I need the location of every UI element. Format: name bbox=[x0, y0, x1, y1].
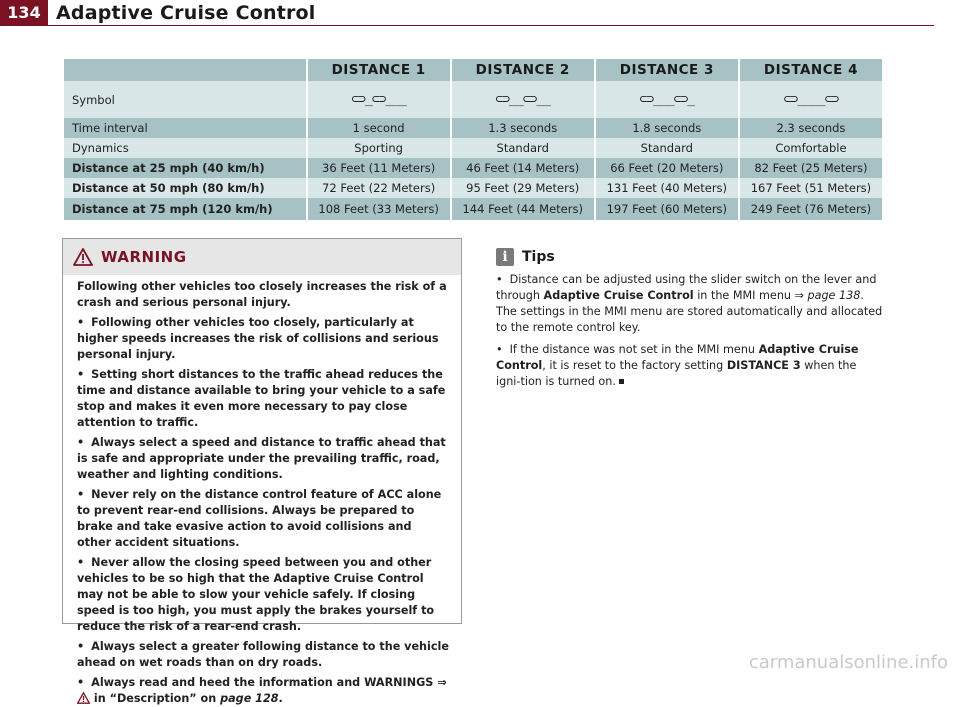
row-label: Dynamics bbox=[64, 138, 306, 158]
car-gap-symbol: ⊂⊃__⊂⊃__ bbox=[495, 92, 551, 107]
warning-text: in “Description” on bbox=[93, 692, 217, 705]
table-corner bbox=[64, 59, 306, 81]
warning-title: WARNING bbox=[101, 248, 187, 266]
header-rule bbox=[48, 25, 934, 26]
table-cell: 46 Feet (14 Meters) bbox=[452, 158, 594, 178]
table-cell: 2.3 seconds bbox=[740, 118, 882, 138]
watermark: carmanualsonline.info bbox=[748, 652, 948, 673]
column-header: DISTANCE 2 bbox=[452, 59, 594, 81]
warning-bullet: • Setting short distances to the traffic ahead reduces the time and distance available to bring your vehicle to a safe stop and makes it even more necessary to pay close attention to traffic. bbox=[77, 367, 449, 431]
page-reference-link[interactable]: page 138 bbox=[807, 289, 861, 302]
table-cell: 1.3 seconds bbox=[452, 118, 594, 138]
tips-header bbox=[496, 242, 884, 272]
table-cell: 1 second bbox=[308, 118, 450, 138]
table-cell: 95 Feet (29 Meters) bbox=[452, 178, 594, 198]
row-label: Distance at 75 mph (120 km/h) bbox=[64, 198, 306, 220]
info-icon: i bbox=[496, 248, 514, 266]
table-cell: Comfortable bbox=[740, 138, 882, 158]
table-cell: Sporting bbox=[308, 138, 450, 158]
distance-symbol bbox=[308, 81, 450, 118]
table-cell: Standard bbox=[452, 138, 594, 158]
table-cell: 72 Feet (22 Meters) bbox=[308, 178, 450, 198]
tips-title: Tips bbox=[522, 249, 555, 265]
table-cell: 1.8 seconds bbox=[596, 118, 738, 138]
tips-body bbox=[496, 272, 884, 390]
tip-text: when the igni-tion is turned on. bbox=[496, 359, 857, 388]
chapter-title: Adaptive Cruise Control bbox=[56, 2, 316, 24]
table-header-row bbox=[64, 59, 882, 81]
tip-item bbox=[496, 342, 884, 390]
table-row bbox=[64, 198, 882, 220]
warning-triangle-icon bbox=[73, 248, 93, 266]
table-row bbox=[64, 158, 882, 178]
warning-bullet: • Always select a greater following distance to the vehicle ahead on wet roads than on dry roads. bbox=[77, 639, 449, 671]
warning-bullet: • Never allow the closing speed between you and other vehicles to be so high that the Adaptive Cruise Control may not be able to slow your vehicle safely. If closing speed is too high, you must apply the brakes yourself to reduce the risk of a rear-end crash. bbox=[77, 555, 449, 635]
distance-symbol bbox=[596, 81, 738, 118]
tip-text: . The settings in the MMI menu are stored automatically and allocated to the remote control key. bbox=[496, 289, 883, 334]
table-cell: 66 Feet (20 Meters) bbox=[596, 158, 738, 178]
tip-emphasis: DISTANCE 3 bbox=[726, 359, 801, 372]
warning-bullet: • Following other vehicles too closely, particularly at higher speeds increases the risk of collisions and serious personal injury. bbox=[77, 315, 449, 363]
warning-bullet: • Never rely on the distance control feature of ACC alone to prevent rear-end collisions. Always be prepared to brake and take evasive action to avoid collisions and other accident situations. bbox=[77, 487, 449, 551]
warning-box bbox=[62, 238, 462, 705]
end-of-section-icon bbox=[619, 379, 624, 384]
warning-header bbox=[63, 239, 461, 275]
warning-bullet: • Always select a speed and distance to traffic ahead that is safe and appropriate under the prevailing traffic, road, weather and lighting conditions. bbox=[77, 435, 449, 483]
car-gap-symbol: ⊂⊃___⊂⊃_ bbox=[639, 92, 695, 107]
table-row bbox=[64, 118, 882, 138]
car-gap-symbol: ⊂⊃____⊂⊃ bbox=[783, 92, 839, 107]
row-label: Symbol bbox=[64, 81, 306, 118]
page-number: 134 bbox=[0, 0, 48, 26]
table-row bbox=[64, 178, 882, 198]
table-cell: 249 Feet (76 Meters) bbox=[740, 198, 882, 220]
car-gap-symbol: ⊂⊃_⊂⊃___ bbox=[351, 92, 406, 107]
table-cell: 197 Feet (60 Meters) bbox=[596, 198, 738, 220]
distance-symbol bbox=[740, 81, 882, 118]
tip-emphasis: Adaptive Cruise Control bbox=[496, 343, 859, 372]
column-header: DISTANCE 3 bbox=[596, 59, 738, 81]
warning-text: Always read and heed the information and WARNINGS bbox=[91, 676, 434, 689]
tips-section bbox=[496, 242, 884, 396]
table-cell: 144 Feet (44 Meters) bbox=[452, 198, 594, 220]
tip-text: Distance can be adjusted using the slider switch on the lever and through bbox=[496, 273, 877, 302]
table-cell: 167 Feet (51 Meters) bbox=[740, 178, 882, 198]
tip-text: If the distance was not set in the MMI menu bbox=[509, 343, 755, 356]
tip-text: , it is reset to the factory setting bbox=[542, 359, 724, 372]
table-cell: Standard bbox=[596, 138, 738, 158]
row-label: Time interval bbox=[64, 118, 306, 138]
table-cell: 36 Feet (11 Meters) bbox=[308, 158, 450, 178]
warning-intro: Following other vehicles too closely increases the risk of a crash and serious personal injury. bbox=[77, 280, 447, 309]
distance-symbol bbox=[452, 81, 594, 118]
column-header: DISTANCE 4 bbox=[740, 59, 882, 81]
table-cell: 131 Feet (40 Meters) bbox=[596, 178, 738, 198]
column-header: DISTANCE 1 bbox=[308, 59, 450, 81]
table-cell: 82 Feet (25 Meters) bbox=[740, 158, 882, 178]
table-row bbox=[64, 138, 882, 158]
tip-item bbox=[496, 272, 884, 336]
table-cell: 108 Feet (33 Meters) bbox=[308, 198, 450, 220]
tip-text: in the MMI menu ⇒ bbox=[697, 289, 804, 302]
page-reference-link[interactable]: page 128 bbox=[220, 692, 279, 705]
table-row bbox=[64, 81, 882, 118]
warning-triangle-icon bbox=[77, 692, 90, 704]
row-label: Distance at 25 mph (40 km/h) bbox=[64, 158, 306, 178]
warning-body bbox=[63, 275, 461, 707]
warning-text: . bbox=[278, 692, 283, 705]
arrow-ref-icon: ⇒ bbox=[437, 676, 447, 689]
distance-table bbox=[62, 59, 884, 220]
row-label: Distance at 50 mph (80 km/h) bbox=[64, 178, 306, 198]
tip-emphasis: Adaptive Cruise Control bbox=[543, 289, 694, 302]
